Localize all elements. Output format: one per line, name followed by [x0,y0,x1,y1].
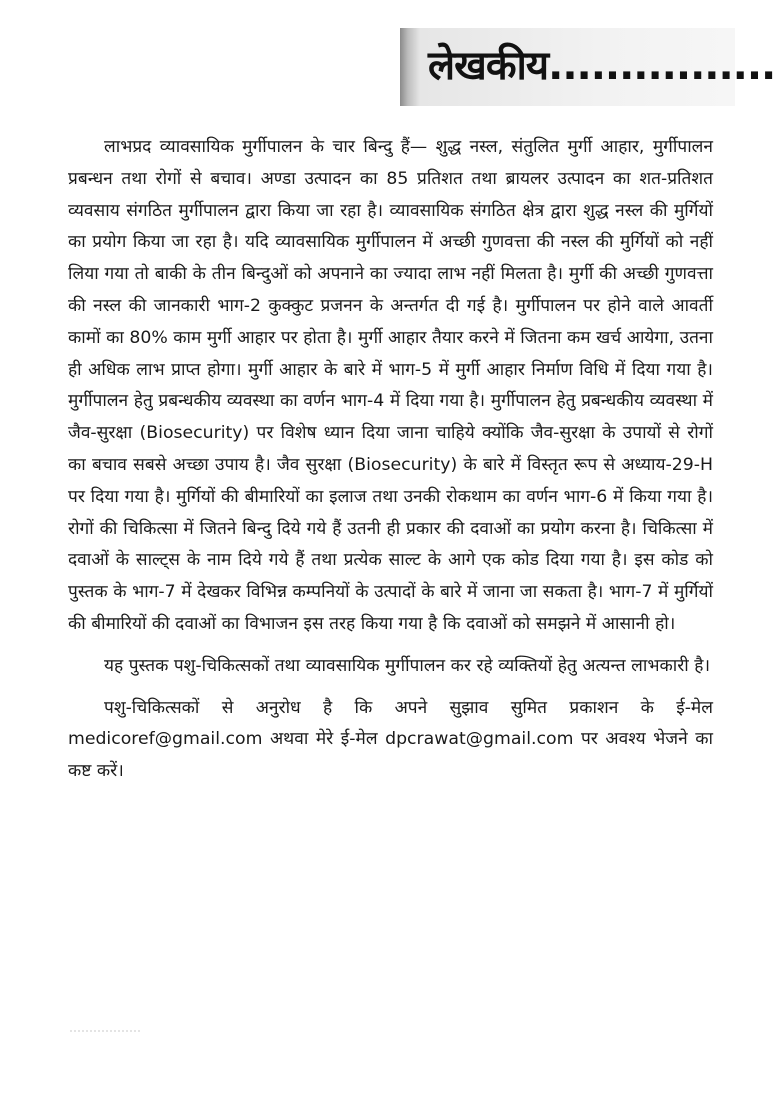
paragraph-intro: लाभप्रद व्यावसायिक मुर्गीपालन के चार बिन्दु हैं— शुद्ध नस्ल, संतुलित मुर्गी आहार, मुर्गीपालन प्रबन्धन तथा रोगों से बचाव। अण्डा उत्पादन का 85 प्रतिशत तथा ब्रायलर उत्पादन का शत-प्रतिशत व्यवसाय संगठित मुर्गीपालन द्वारा किया जा रहा है। व्यावसायिक संगठित क्षेत्र द्वारा शुद्ध नस्ल की मुर्गियों का प्रयोग किया जा रहा है। यदि व्यावसायिक मुर्गीपालन में अच्छी गुणवत्ता की नस्ल की मुर्गियों को नहीं लिया गया तो बाकी के तीन बिन्दुओं को अपनाने का ज्यादा लाभ नहीं मिलता है। मुर्गी की अच्छी गुणवत्ता की नस्ल की जानकारी भाग-2 कुक्कुट प्रजनन के अन्तर्गत दी गई है। मुर्गीपालन पर होने वाले आवर्ती कामों का 80% काम मुर्गी आहार पर होता है। मुर्गी आहार तैयार करने में जितना कम खर्च आयेगा, उतना ही अधिक लाभ प्राप्त होगा। मुर्गी आहार के बारे में भाग-5 में मुर्गी आहार निर्माण विधि में दिया गया है। मुर्गीपालन हेतु प्रबन्धकीय व्यवस्था का वर्णन भाग-4 में दिया गया है। मुर्गीपालन हेतु प्रबन्धकीय व्यवस्था में जैव-सुरक्षा (Biosecurity) पर विशेष ध्यान दिया जाना चाहिये क्योंकि जैव-सुरक्षा के उपायों से रोगों का बचाव सबसे अच्छा उपाय है। जैव सुरक्षा (Biosecurity) के बारे में विस्तृत रूप से अध्याय-29-H पर दिया गया है। मुर्गियों की बीमारियों का इलाज तथा उनकी रोकथाम का वर्णन भाग-6 में किया गया है। रोगों की चिकित्सा में जितने बिन्दु दिये गये हैं उतनी ही प्रकार की दवाओं का प्रयोग करना है। चिकित्सा में दवाओं के साल्ट्स के नाम दिये गये हैं तथा प्रत्येक साल्ट के आगे एक कोड दिया गया है। इस कोड को पुस्तक के भाग-7 में देखकर विभिन्न कम्पनियों के उत्पादों के बारे में जाना जा सकता है। भाग-7 में मुर्गियों की बीमारियों की दवाओं का विभाजन इस तरह किया गया है कि दवाओं को समझने में आसानी हो। [68,137,713,634]
scan-artifact [70,1030,140,1035]
page-title: लेखकीय................ [428,43,776,89]
body-text [68,132,713,788]
paragraph-usefulness: यह पुस्तक पशु-चिकित्सकों तथा व्यावसायिक मुर्गीपालन कर रहे व्यक्तियों हेतु अत्यन्त लाभकारी है। [104,655,711,676]
paragraph-request: पशु-चिकित्सकों से अनुरोध है कि अपने सुझाव सुमित प्रकाशन के ई-मेल medicoref@gmail.com अथवा मेरे ई-मेल dpcrawat@gmail.com पर अवश्य भेजने का कष्ट करें। [68,697,713,782]
